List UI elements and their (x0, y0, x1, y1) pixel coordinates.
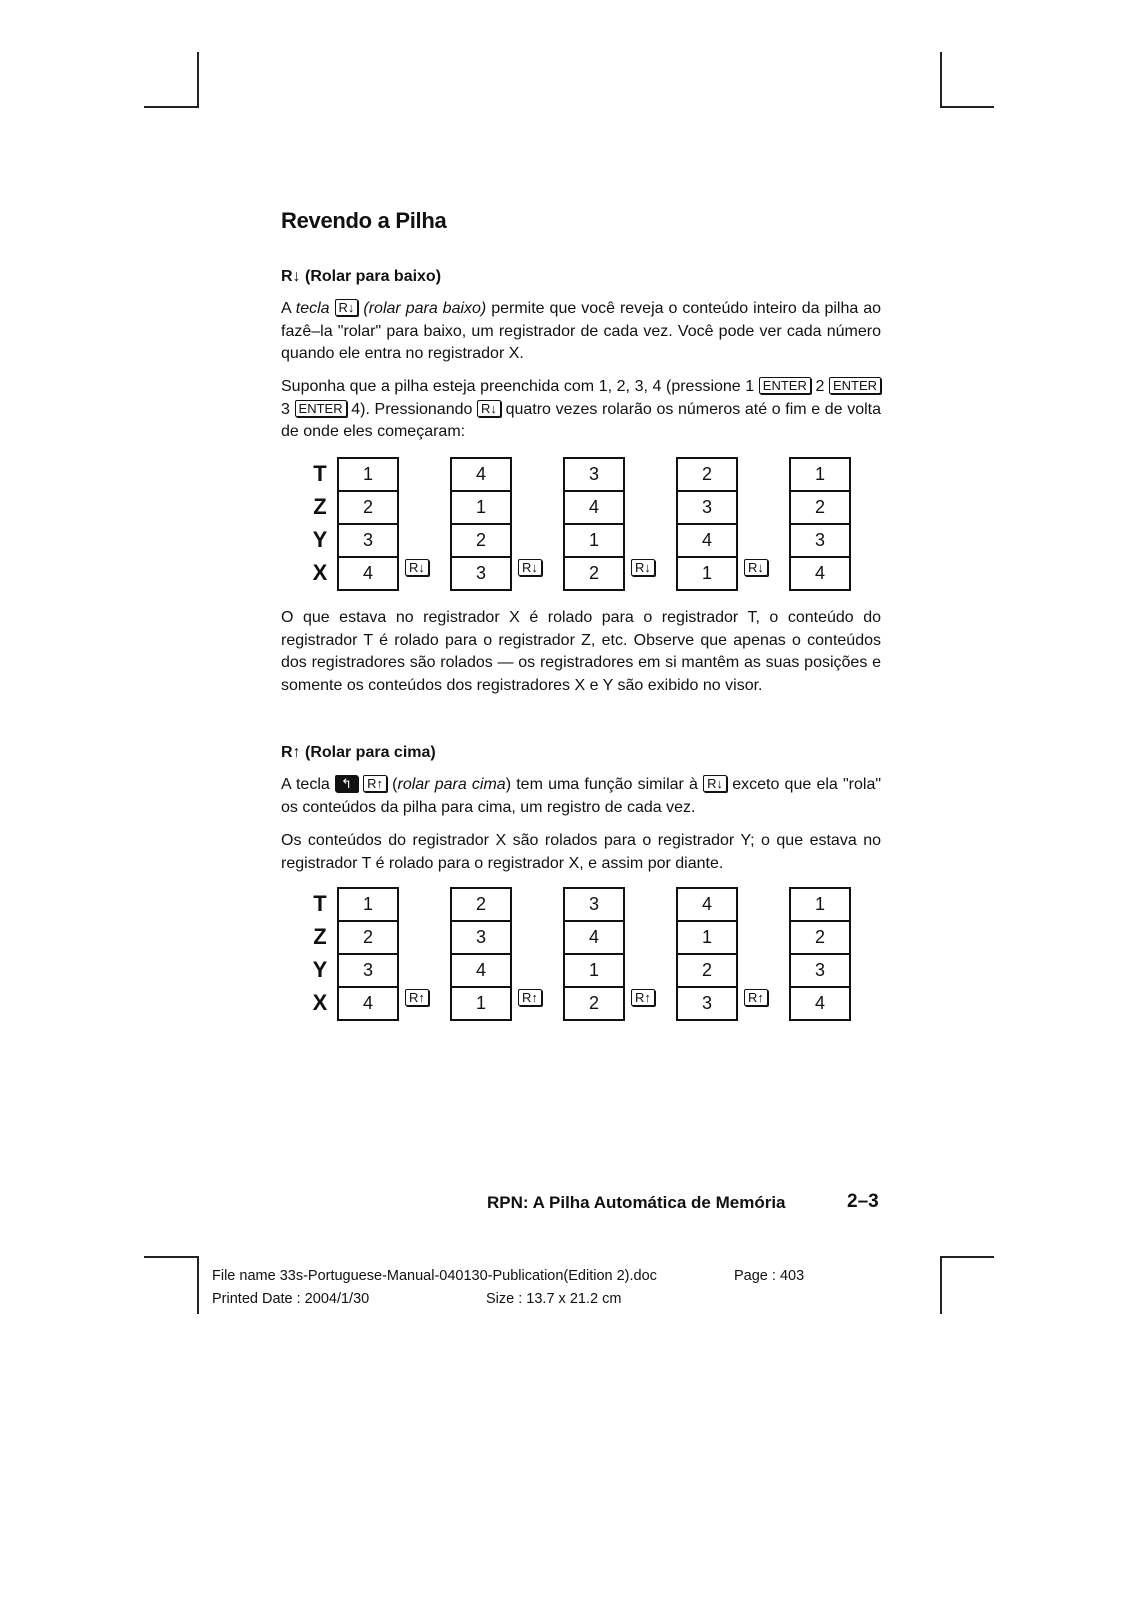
register-label: Z (313, 924, 327, 949)
roll-down-key-icon: R↓ (744, 559, 768, 576)
stack-cell: 2 (339, 920, 397, 953)
stack-cell: 3 (452, 556, 510, 589)
crop-mark-top-right-v (940, 52, 942, 108)
crop-mark-bottom-right-h (940, 1256, 994, 1258)
register-label: Y (312, 957, 328, 982)
crop-mark-bottom-left-v (197, 1256, 199, 1314)
enter-key: ENTER (295, 400, 347, 417)
stack-cell: 1 (814, 894, 825, 914)
stack-cell: 1 (814, 464, 825, 484)
roll-down-stack (676, 457, 738, 591)
roll-up-key-icon: R↑ (631, 989, 655, 1006)
stack-cell: 1 (362, 894, 373, 914)
roll-up-paragraph-2: Os conteúdos do registrador X são rolados para o registrador Y; o que estava no registrador T é rolado para o registrador X, e assim por diante. (281, 832, 881, 872)
footer-file-name: File name 33s-Portuguese-Manual-040130-Publication(Edition 2).doc (212, 1268, 657, 1284)
register-label: X (312, 990, 328, 1015)
roll-down-key: R↓ (335, 299, 359, 316)
stack-cell: 4 (701, 894, 712, 914)
roll-down-stack (337, 457, 399, 591)
footer-page: Page : 403 (734, 1268, 805, 1284)
stack-cell: 4 (565, 490, 623, 523)
stack-cell: 3 (588, 464, 599, 484)
section-heading: Revendo a Pilha (281, 208, 447, 233)
stack-cell: 2 (791, 490, 849, 523)
stack-cell: 3 (791, 953, 849, 986)
stack-cell: 4 (791, 556, 849, 589)
footer-printed-date: Printed Date : 2004/1/30 (212, 1291, 370, 1307)
roll-up-stack (789, 887, 851, 1021)
roll-up-register-labels (305, 887, 335, 1019)
stack-cell: 1 (362, 464, 373, 484)
roll-up-stack (450, 887, 512, 1021)
enter-key: ENTER (829, 377, 881, 394)
register-label: T (313, 891, 327, 916)
running-head: RPN: A Pilha Automática de Memória (487, 1193, 786, 1212)
stack-cell: 1 (565, 953, 623, 986)
roll-down-key-icon: R↓ (631, 559, 655, 576)
stack-cell: 4 (339, 986, 397, 1019)
crop-mark-top-left-h (144, 106, 198, 108)
crop-mark-top-right-h (940, 106, 994, 108)
stack-cell: 1 (678, 556, 736, 589)
roll-down-key-icon: R↓ (518, 559, 542, 576)
stack-cell: 1 (678, 920, 736, 953)
stack-cell: 2 (701, 464, 712, 484)
roll-down-key: R↓ (703, 775, 727, 792)
stack-cell: 1 (452, 986, 510, 1019)
stack-cell: 2 (475, 894, 486, 914)
stack-cell: 4 (678, 523, 736, 556)
stack-cell: 2 (452, 523, 510, 556)
stack-cell: 3 (339, 523, 397, 556)
stack-cell: 4 (565, 920, 623, 953)
stack-cell: 3 (588, 894, 599, 914)
roll-down-key: R↓ (477, 400, 501, 417)
stack-cell: 4 (475, 464, 486, 484)
roll-down-key-icon: R↓ (405, 559, 429, 576)
footer-size: Size : 13.7 x 21.2 cm (486, 1291, 622, 1307)
stack-cell: 3 (678, 986, 736, 1019)
roll-up-stack (676, 887, 738, 1021)
register-label: T (313, 461, 327, 486)
roll-up-key-icon: R↑ (405, 989, 429, 1006)
crop-mark-bottom-left-h (144, 1256, 198, 1258)
roll-down-register-labels (305, 457, 335, 589)
stack-cell: 2 (565, 556, 623, 589)
stack-diagram-roll-up (305, 887, 865, 1022)
stack-cell: 1 (565, 523, 623, 556)
stack-cell: 4 (791, 986, 849, 1019)
roll-down-stack (450, 457, 512, 591)
stack-cell: 3 (791, 523, 849, 556)
roll-down-subheading: R↓ (Rolar para baixo) (281, 268, 442, 285)
register-label: Y (312, 527, 328, 552)
shift-key: ↰ (335, 775, 358, 792)
roll-up-key-icon: R↑ (744, 989, 768, 1006)
stack-cell: 2 (791, 920, 849, 953)
stack-cell: 3 (678, 490, 736, 523)
roll-up-key-icon: R↑ (518, 989, 542, 1006)
crop-mark-top-left-v (197, 52, 199, 108)
stack-cell: 2 (565, 986, 623, 1019)
register-label: X (312, 560, 328, 585)
roll-up-key: R↑ (363, 775, 387, 792)
stack-cell: 3 (339, 953, 397, 986)
stack-cell: 3 (452, 920, 510, 953)
crop-mark-bottom-right-v (940, 1256, 942, 1314)
roll-down-paragraph-3: O que estava no registrador X é rolado para o registrador T, o conteúdo do registrador T é rolado para o registrador Z, etc. Observe que apenas o conteúdos dos registradores são rolados — os registradores em si mantêm as suas posições e somente os conteúdos dos registradores X e Y são exibido no visor. (281, 609, 881, 694)
stack-cell: 4 (452, 953, 510, 986)
page-number: 2–3 (847, 1191, 879, 1212)
roll-up-paragraph-1: A tecla ↰ R↑ (rolar para cima) tem uma função similar à R↓ exceto que ela "rola" os conteúdos da pilha para cima, um registro de cada vez. (281, 776, 882, 816)
stack-cell: 2 (678, 953, 736, 986)
roll-down-stack (563, 457, 625, 591)
stack-cell: 4 (339, 556, 397, 589)
roll-down-paragraph-2: Suponha que a pilha esteja preenchida com 1, 2, 3, 4 (pressione 1 ENTER 2 ENTER 3 ENTER 4). Pressionando R↓ quatro vezes rolarão os números até o fim e de volta de onde eles começaram: (281, 378, 882, 440)
enter-key: ENTER (759, 377, 811, 394)
roll-up-subheading: R↑ (Rolar para cima) (281, 744, 436, 761)
stack-cell: 1 (452, 490, 510, 523)
register-label: Z (313, 494, 327, 519)
roll-up-stack (337, 887, 399, 1021)
stack-diagram-roll-down (305, 457, 865, 592)
roll-down-stack (789, 457, 851, 591)
roll-down-paragraph-1: A tecla R↓ (rolar para baixo) permite que você reveja o conteúdo inteiro da pilha ao fazê–la "rolar" para baixo, um registrador de cada vez. Você pode ver cada número quando ele entra no registrador X. (281, 300, 882, 362)
roll-up-stack (563, 887, 625, 1021)
stack-cell: 2 (339, 490, 397, 523)
